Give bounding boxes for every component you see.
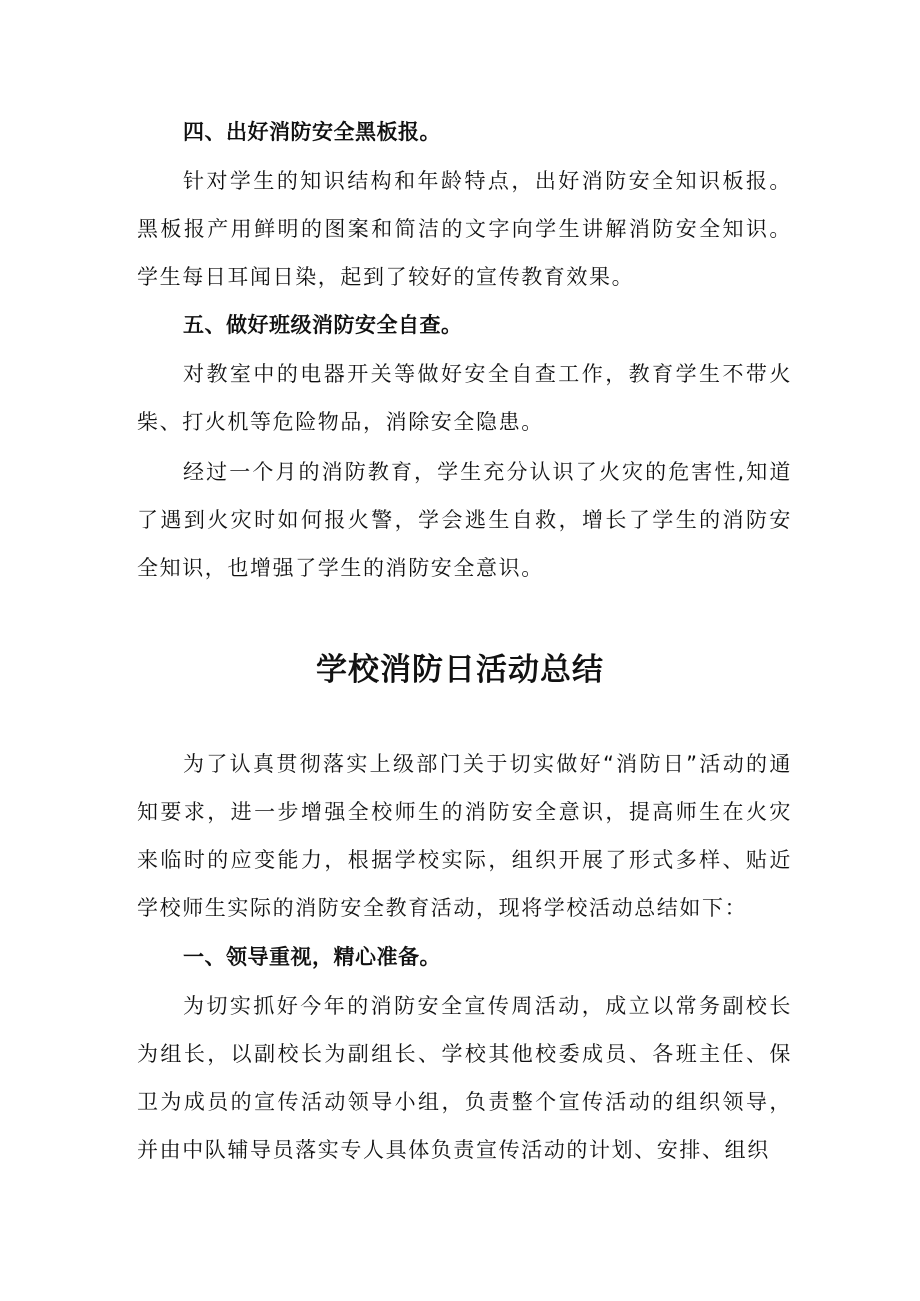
section-four-paragraph: 针对学生的知识结构和年龄特点，出好消防安全知识板报。黑板报产用鲜明的图案和简洁的文字向学生讲解消防安全知识。学生每日耳闻日染，起到了较好的宣传教育效果。 [137, 169, 792, 289]
document-title: 学校消防日活动总结 [316, 652, 604, 688]
section-five-paragraph: 对教室中的电器开关等做好安全自查工作，教育学生不带火柴、打火机等危险物品，消除安全隐患。 [137, 362, 792, 434]
conclusion-paragraph: 经过一个月的消防教育，学生充分认识了火灾的危害性,知道了遇到火灾时如何报火警，学会逃生自救，增长了学生的消防安全知识，也增强了学生的消防安全意识。 [137, 460, 792, 580]
section-four-heading: 四、出好消防安全黑板报。 [183, 120, 441, 144]
section-one-paragraph: 为切实抓好今年的消防安全宣传周活动，成立以常务副校长为组长，以副校长为副组长、学校其他校委成员、各班主任、保卫为成员的宣传活动领导小组，负责整个宣传活动的组织领导，并由中队辅导员落实专人具体负责宣传活动的计划、安排、组织 [137, 994, 792, 1162]
intro-paragraph: 为了认真贯彻落实上级部门关于切实做好“消防日”活动的通知要求，进一步增强全校师生的消防安全意识，提高师生在火灾来临时的应变能力，根据学校实际，组织开展了形式多样、贴近学校师生实际的消防安全教育活动，现将学校活动总结如下： [137, 752, 792, 920]
section-one-heading: 一、领导重视，精心准备。 [183, 945, 441, 969]
section-five-heading: 五、做好班级消防安全自查。 [183, 313, 463, 337]
